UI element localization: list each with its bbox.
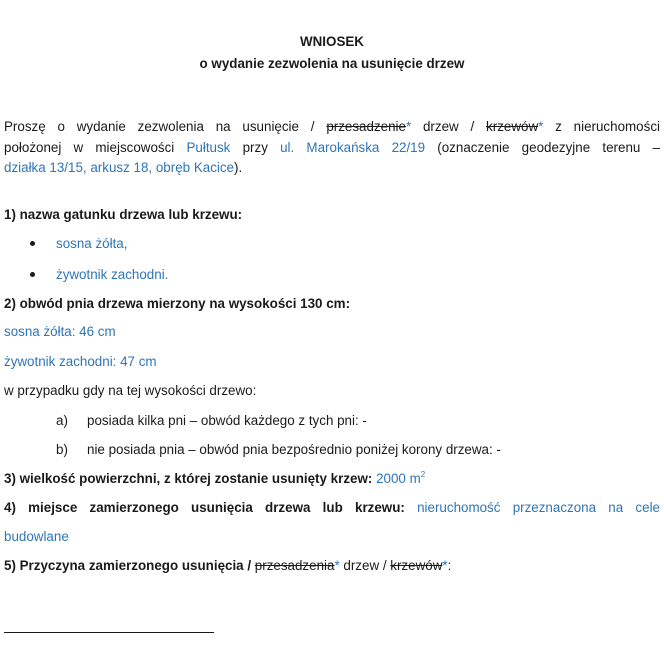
section-3-heading: 3) wielkość powierzchni, z której zostanie usunięty krzew: [4,471,377,486]
footnote-star: * [538,119,544,134]
sub-a-label: a) [56,413,68,428]
struck-option-transplant: przesadzenie [326,119,406,134]
section-4-line-2: budowlane [4,529,69,544]
section-5-line [4,558,660,573]
intro-line-2 [4,140,660,155]
footnote-separator-line [4,632,214,633]
document-subtitle: o wydanie zezwolenia na usunięcie drzew [199,56,465,71]
intro-text: ). [234,160,243,175]
struck-option-shrubs: krzewów [486,119,539,134]
section-2-note: w przypadku gdy na tej wysokości drzewo: [4,383,257,398]
bullet-icon [30,272,35,277]
intro-text: drzew / [411,119,487,134]
footnote-star: * [405,119,412,134]
struck-option-shrubs: krzewów [390,558,443,573]
circumference-value: sosna żółta: 46 cm [4,324,116,339]
species-item: żywotnik zachodni. [56,267,169,282]
struck-option-transplant: przesadzenia [254,558,335,573]
section-4-heading: 4) miejsce zamierzonego usunięcia drzewa lub krzewu: [4,500,418,515]
document-title: WNIOSEK [300,34,364,49]
street-value: ul. Marokańska 22/19 [280,140,426,155]
section-2-heading: 2) obwód pnia drzewa mierzony na wysokości 130 cm: [4,296,351,311]
species-item: sosna żółta, [56,236,128,251]
section-5-text: : [447,558,452,573]
location-value: nieruchomość przeznaczona na cele [417,500,660,515]
section-5-text: drzew / [339,558,391,573]
footnote-star: * [442,558,448,573]
section-1-heading: 1) nazwa gatunku drzewa lub krzewu: [4,207,243,222]
plot-designation-value: działka 13/15, arkusz 18, obręb Kacice [4,160,235,175]
area-value: 2000 m [376,471,421,486]
intro-text: (oznaczenie geodezyjne terenu – [425,140,660,155]
intro-text: Proszę o wydanie zezwolenia na usunięcie / [4,119,327,134]
intro-text: przy [230,140,281,155]
section-3-line [4,471,660,486]
intro-line-1 [4,119,660,134]
intro-line-3 [4,160,660,175]
footnote-star: * [334,558,340,573]
intro-text: położonej w miejscowości [4,140,187,155]
bullet-icon [30,241,35,246]
sub-a-text: posiada kilka pni – obwód każdego z tych pni: - [87,413,367,428]
area-unit-exponent: 2 [420,470,426,479]
sub-b-text: nie posiada pnia – obwód pnia bezpośrednio poniżej korony drzewa: - [87,442,501,457]
intro-text: z nieruchomości [543,119,660,134]
section-4-line-1 [4,500,660,515]
circumference-value: żywotnik zachodni: 47 cm [4,354,157,369]
section-5-heading: 5) Przyczyna zamierzonego usunięcia / [4,558,255,573]
sub-b-label: b) [56,442,68,457]
town-value: Pułtusk [186,140,231,155]
